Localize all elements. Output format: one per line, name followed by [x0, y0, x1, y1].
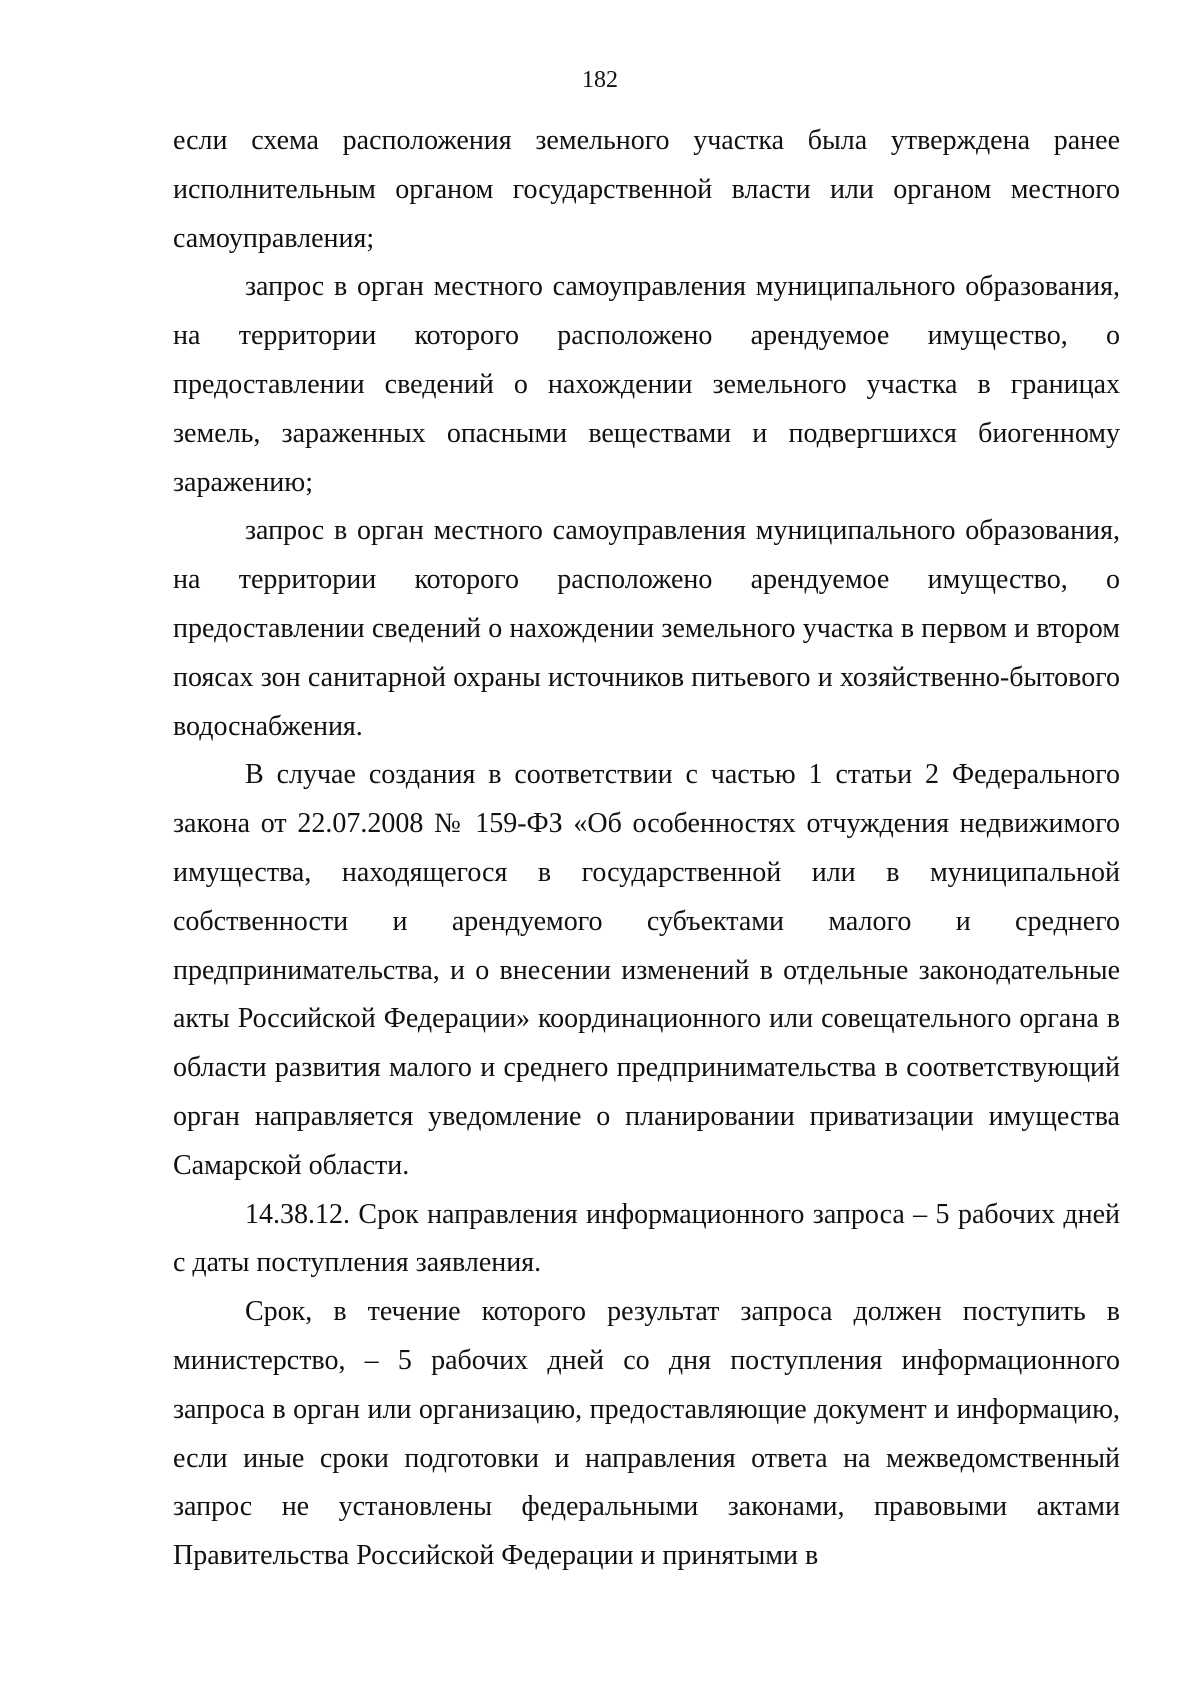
document-body: [173, 117, 1120, 1581]
paragraph-request-contamination: запрос в орган местного самоуправления муниципального образования, на территории которого расположено арендуемое имущество, о предоставлении сведений о нахождении земельного участка в границах земель, зараженных опасными веществами и подвергшихся биогенному заражению;: [173, 271, 1120, 498]
paragraph-privatization-notice: В случае создания в соответствии с частью 1 статьи 2 Федерального закона от 22.07.2008 № 159-ФЗ «Об особенностях отчуждения недвижимого имущества, находящегося в государственной или в муниципальной собственности и арендуемого субъектами малого и среднего предпринимательства, и о внесении изменений в отдельные законодательные акты Российской Федерации» координационного или совещательного органа в области развития малого и среднего предпринимательства в соответствующий орган направляется уведомление о планировании приватизации имущества Самарской области.: [173, 759, 1120, 1181]
paragraph-continuation: если схема расположения земельного участка была утверждена ранее исполнительным органом государственной власти или органом местного самоуправления;: [173, 125, 1120, 254]
paragraph-response-deadline: Срок, в течение которого результат запроса должен поступить в министерство, – 5 рабочих дней со дня поступления информационного запроса в орган или организацию, предоставляющие документ и информацию, если иные сроки подготовки и направления ответа на межведомственный запрос не установлены федеральными законами, правовыми актами Правительства Российской Федерации и принятыми в: [173, 1296, 1120, 1572]
paragraph-section-14-38-12: 14.38.12. Срок направления информационного запроса – 5 рабочих дней с даты поступления заявления.: [173, 1198, 1120, 1279]
paragraph-request-sanitary-zones: запрос в орган местного самоуправления муниципального образования, на территории которого расположено арендуемое имущество, о предоставлении сведений о нахождении земельного участка в первом и втором поясах зон санитарной охраны источников питьевого и хозяйственно-бытового водоснабжения.: [173, 515, 1120, 742]
page-number: 182: [582, 67, 618, 93]
